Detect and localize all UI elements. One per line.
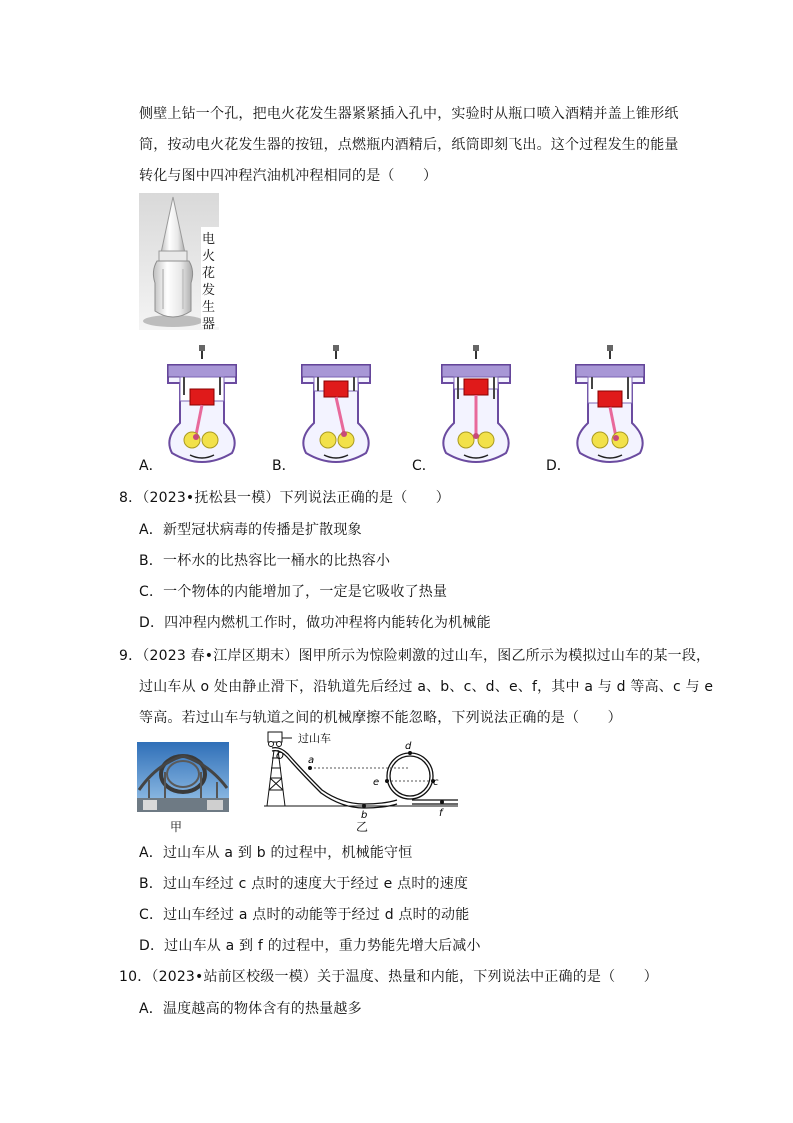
point-o-label: O (276, 751, 284, 762)
diagram-caption: 乙 (356, 820, 369, 834)
point-e-label: e (373, 777, 380, 788)
q9-option-a: A．过山车从 a 到 b 的过程中，机械能守恒 (139, 845, 413, 861)
roller-coaster-photo-image (137, 742, 229, 812)
cart-label: 过山车 (298, 732, 331, 745)
q8-option-a: A．新型冠状病毒的传播是扩散现象 (139, 522, 362, 538)
engine-option-d-label: D． (546, 458, 571, 474)
q9-line-3: 等高。若过山车与轨道之间的机械摩擦不能忽略，下列说法正确的是（ ） (139, 710, 622, 726)
q7-line-1: 侧壁上钻一个孔，把电火花发生器紧紧插入孔中，实验时从瓶口喷入酒精并盖上锥形纸 (139, 106, 679, 122)
q9-line-1: 9．（2023 春•江岸区期末）图甲所示为惊险刺激的过山车，图乙所示为模拟过山车的某一段， (119, 648, 711, 664)
point-c-label: c (433, 777, 439, 788)
q8-option-b: B．一杯水的比热容比一桶水的比热容小 (139, 553, 391, 569)
spark-generator-label: 电火花发生器 (202, 232, 216, 332)
q10-option-a: A．温度越高的物体含有的热量越多 (139, 1001, 362, 1017)
point-f-label: f (439, 808, 443, 819)
spark-generator-figure (139, 193, 219, 330)
engine-diagram-d (570, 343, 650, 468)
q9-line-2: 过山车从 o 处由静止滑下，沿轨道先后经过 a、b、c、d、e、f，其中 a 与 d 等高、c 与 e (139, 679, 714, 695)
engine-diagram-a (162, 343, 242, 468)
q9-option-b: B．过山车经过 c 点时的速度大于经过 e 点时的速度 (139, 876, 469, 892)
q8-option-d: D．四冲程内燃机工作时，做功冲程将内能转化为机械能 (139, 615, 491, 631)
q10-stem: 10．（2023•站前区校级一模）关于温度、热量和内能，下列说法中正确的是（ ） (119, 969, 658, 985)
q9-option-c: C．过山车经过 a 点时的动能等于经过 d 点时的动能 (139, 907, 470, 923)
point-d-label: d (405, 741, 412, 752)
q7-line-2: 筒，按动电火花发生器的按钮，点燃瓶内酒精后，纸筒即刻飞出。这个过程发生的能量 (139, 137, 679, 153)
q7-line-3: 转化与图中四冲程汽油机冲程相同的是（ ） (139, 168, 438, 184)
engine-diagram-b (296, 343, 376, 468)
point-a-label: a (308, 755, 315, 766)
engine-diagram-c (436, 343, 516, 468)
engine-option-b-label: B． (272, 458, 296, 474)
q8-stem: 8．（2023•抚松县一模）下列说法正确的是（ ） (119, 490, 450, 506)
engine-option-c-label: C． (412, 458, 436, 474)
engine-option-a-label: A． (139, 458, 163, 474)
roller-coaster-photo (137, 742, 229, 812)
photo-caption: 甲 (170, 820, 183, 834)
q9-option-d: D．过山车从 a 到 f 的过程中，重力势能先增大后减小 (139, 938, 481, 954)
point-b-label: b (361, 810, 368, 821)
q8-option-c: C．一个物体的内能增加了，一定是它吸收了热量 (139, 584, 448, 600)
